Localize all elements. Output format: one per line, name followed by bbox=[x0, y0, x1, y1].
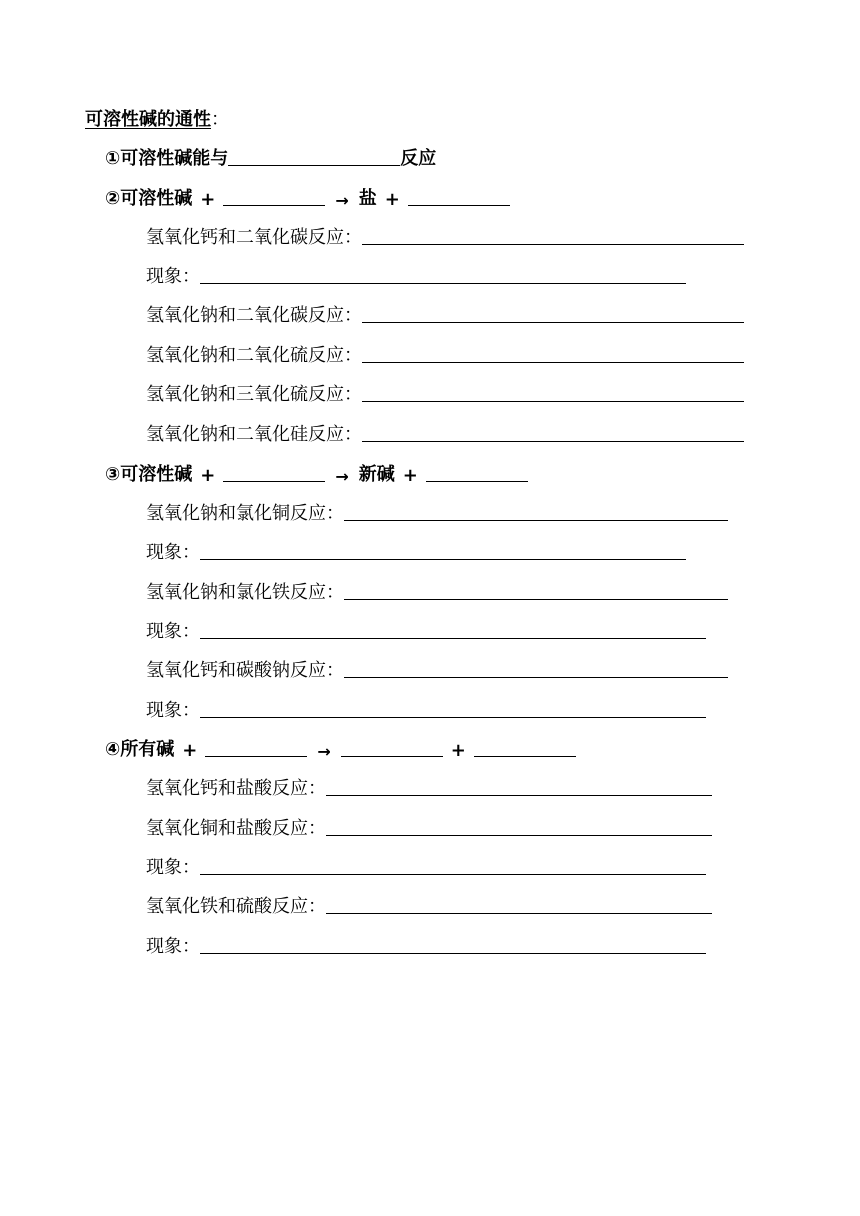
item-3-line-b-label: 氢氧化钠和氯化铁反应： bbox=[146, 582, 344, 603]
item-2-line-b bbox=[146, 297, 744, 327]
item-4-blank-product-2[interactable] bbox=[474, 755, 576, 757]
item-3-blank-reactant[interactable] bbox=[223, 480, 325, 482]
item-3-label: ③可溶性碱 bbox=[105, 464, 193, 485]
item-4-line-b bbox=[146, 810, 712, 840]
item-2-line-e-label: 氢氧化钠和二氧化硅反应： bbox=[146, 424, 362, 445]
item-3-line-c-label: 氢氧化钙和碳酸钠反应： bbox=[146, 660, 344, 681]
item-2-line-e-blank[interactable] bbox=[362, 440, 744, 442]
title-colon: ： bbox=[211, 109, 229, 130]
item-4-line-a-blank[interactable] bbox=[326, 794, 712, 796]
item-3-line-b-observation-blank[interactable] bbox=[200, 637, 706, 639]
item-1-blank[interactable] bbox=[228, 164, 400, 166]
item-4-blank-product-1[interactable] bbox=[341, 755, 443, 757]
item-4-arrow: → bbox=[317, 742, 331, 761]
item-4-line-c-observation-blank[interactable] bbox=[200, 952, 706, 954]
item-4-blank-reactant[interactable] bbox=[205, 755, 307, 757]
item-2-line-a-observation bbox=[146, 258, 686, 288]
item-1 bbox=[105, 140, 436, 170]
item-3-plus-1: + bbox=[200, 465, 216, 486]
item-4 bbox=[105, 731, 576, 761]
item-2-line-c-label: 氢氧化钠和二氧化硫反应： bbox=[146, 345, 362, 366]
item-3-line-b bbox=[146, 574, 728, 604]
item-3-line-a-observation bbox=[146, 534, 686, 564]
item-2-line-c bbox=[146, 337, 744, 367]
item-2-line-a-observation-blank[interactable] bbox=[200, 282, 686, 284]
item-4-line-c-observation bbox=[146, 928, 706, 958]
item-4-line-a-label: 氢氧化钙和盐酸反应： bbox=[146, 778, 326, 799]
item-2-arrow: → bbox=[335, 191, 349, 210]
item-3-line-c-observation-label: 现象： bbox=[146, 700, 200, 721]
item-2-line-b-label: 氢氧化钠和二氧化碳反应： bbox=[146, 305, 362, 326]
item-2-blank-product[interactable] bbox=[408, 204, 510, 206]
item-3-line-b-blank[interactable] bbox=[344, 598, 728, 600]
item-1-prefix: ①可溶性碱能与 bbox=[105, 148, 229, 169]
item-4-line-c bbox=[146, 888, 712, 918]
item-2-line-e bbox=[146, 416, 744, 446]
item-3-line-b-observation bbox=[146, 613, 706, 643]
item-3-line-a-observation-blank[interactable] bbox=[200, 558, 686, 560]
item-4-line-b-observation bbox=[146, 849, 706, 879]
item-3-line-c-observation-blank[interactable] bbox=[200, 716, 706, 718]
item-2-plus-1: + bbox=[200, 189, 216, 210]
item-4-line-b-observation-label: 现象： bbox=[146, 857, 200, 878]
item-4-label: ④所有碱 bbox=[105, 739, 175, 760]
item-2-line-a-blank[interactable] bbox=[362, 243, 744, 245]
item-2-product: 盐 bbox=[358, 188, 377, 209]
item-4-line-c-label: 氢氧化铁和硫酸反应： bbox=[146, 896, 326, 917]
item-2-line-d-blank[interactable] bbox=[362, 400, 744, 402]
item-3-arrow: → bbox=[335, 467, 349, 486]
item-3-line-a-blank[interactable] bbox=[344, 519, 728, 521]
item-4-line-c-blank[interactable] bbox=[326, 912, 712, 914]
item-3-line-b-observation-label: 现象： bbox=[146, 621, 200, 642]
item-4-line-a bbox=[146, 770, 712, 800]
item-2 bbox=[105, 180, 510, 210]
item-2-line-c-blank[interactable] bbox=[362, 361, 744, 363]
item-3-line-c-blank[interactable] bbox=[344, 676, 728, 678]
item-3-blank-product[interactable] bbox=[426, 480, 528, 482]
item-3-line-a-label: 氢氧化钠和氯化铜反应： bbox=[146, 503, 344, 524]
item-3-line-a bbox=[146, 495, 728, 525]
item-3-line-c bbox=[146, 652, 728, 682]
item-3 bbox=[105, 456, 528, 486]
item-4-plus-1: + bbox=[182, 740, 198, 761]
item-1-suffix: 反应 bbox=[400, 148, 437, 169]
item-2-plus-2: + bbox=[384, 189, 400, 210]
item-3-plus-2: + bbox=[402, 465, 418, 486]
title-text: 可溶性碱的通性 bbox=[85, 109, 211, 130]
item-4-line-c-observation-label: 现象： bbox=[146, 936, 200, 957]
item-2-line-d-label: 氢氧化钠和三氧化硫反应： bbox=[146, 384, 362, 405]
item-2-blank-reactant[interactable] bbox=[223, 204, 325, 206]
item-4-line-b-observation-blank[interactable] bbox=[200, 873, 706, 875]
item-2-line-a-observation-label: 现象： bbox=[146, 266, 200, 287]
item-4-line-b-blank[interactable] bbox=[326, 834, 712, 836]
item-3-product: 新碱 bbox=[358, 464, 395, 485]
item-2-line-a-label: 氢氧化钙和二氧化碳反应： bbox=[146, 227, 362, 248]
item-2-line-b-blank[interactable] bbox=[362, 321, 744, 323]
item-2-line-d bbox=[146, 376, 744, 406]
section-title bbox=[85, 101, 229, 131]
item-3-line-a-observation-label: 现象： bbox=[146, 542, 200, 563]
item-4-line-b-label: 氢氧化铜和盐酸反应： bbox=[146, 818, 326, 839]
item-2-line-a bbox=[146, 219, 744, 249]
item-4-plus-2: + bbox=[450, 740, 466, 761]
item-2-label: ②可溶性碱 bbox=[105, 188, 193, 209]
item-3-line-c-observation bbox=[146, 692, 706, 722]
